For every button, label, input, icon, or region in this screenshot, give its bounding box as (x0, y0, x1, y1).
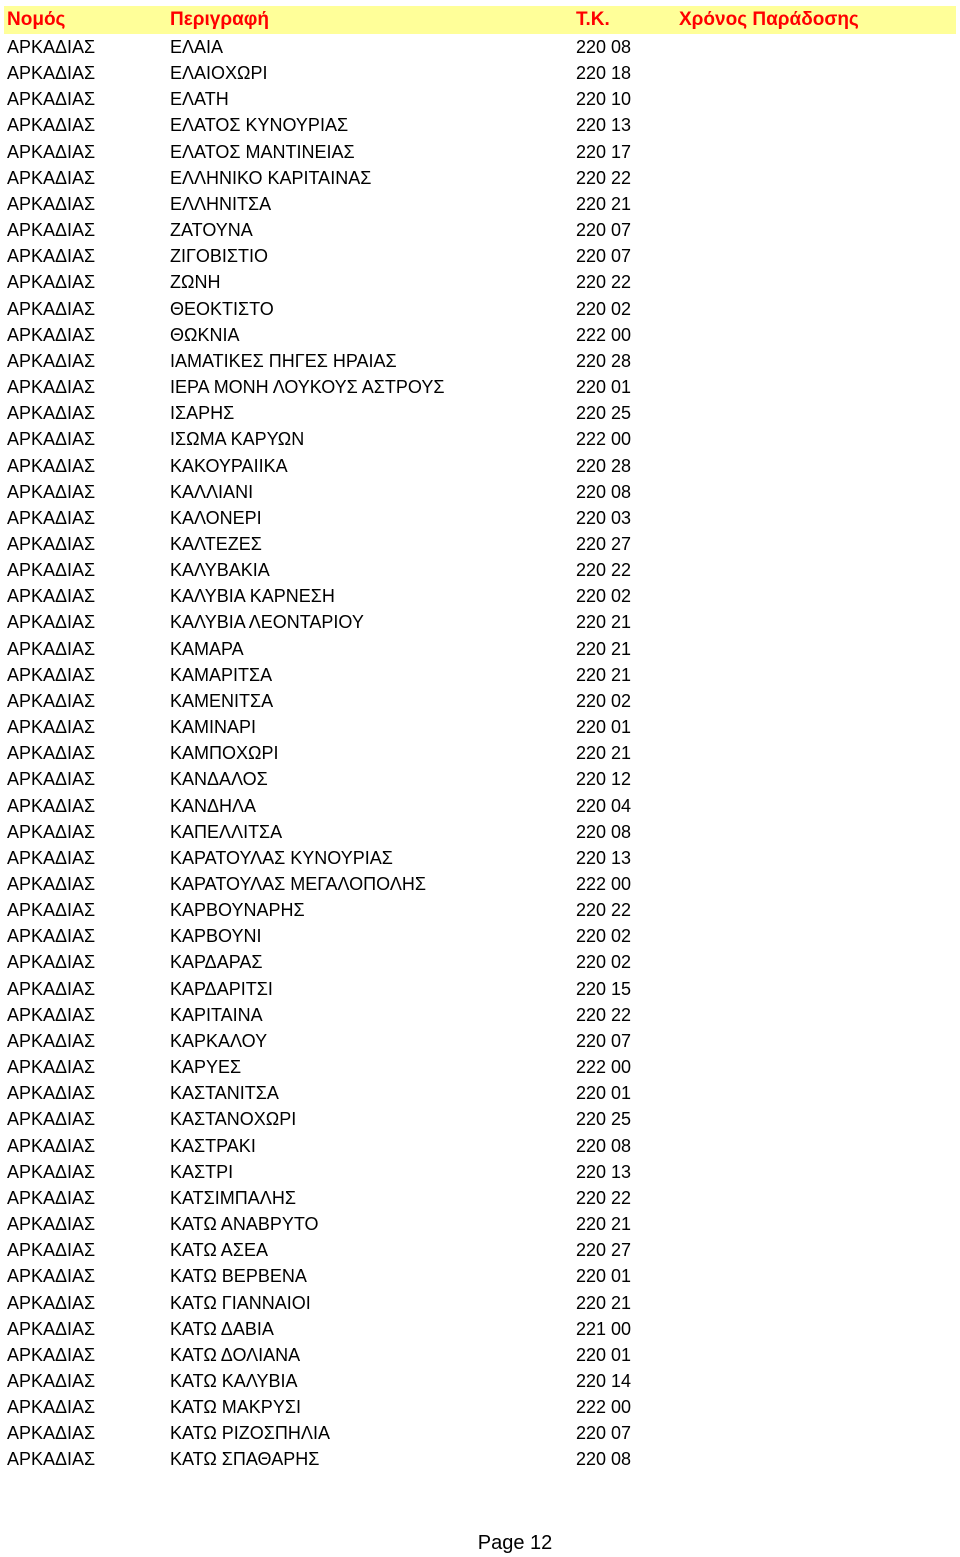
cell-nomos: ΑΡΚΑΔΙΑΣ (7, 167, 96, 188)
table-row (0, 348, 960, 374)
cell-perigrafi: ΕΛΑΤΗ (170, 89, 229, 110)
cell-tk: 220 22 (576, 560, 632, 581)
cell-perigrafi: ΙΑΜΑΤΙΚΕΣ ΠΗΓΕΣ ΗΡΑΙΑΣ (170, 350, 397, 371)
cell-nomos: ΑΡΚΑΔΙΑΣ (7, 220, 96, 241)
cell-perigrafi: ΚΑΤΩ ΑΣΕΑ (170, 1240, 268, 1261)
table-row (0, 139, 960, 165)
cell-nomos: ΑΡΚΑΔΙΑΣ (7, 429, 96, 450)
cell-tk: 221 00 (576, 1318, 632, 1339)
cell-perigrafi: ΚΑΛΤΕΖΕΣ (170, 533, 262, 554)
cell-perigrafi: ΚΑΜΕΝΙΤΣΑ (170, 690, 274, 711)
page-number: Page 12 (477, 1532, 553, 1554)
cell-tk: 220 03 (576, 507, 632, 528)
cell-tk: 220 07 (576, 246, 632, 267)
table-row (0, 1263, 960, 1289)
cell-nomos: ΑΡΚΑΔΙΑΣ (7, 978, 96, 999)
table-row (0, 1342, 960, 1368)
cell-nomos: ΑΡΚΑΔΙΑΣ (7, 1318, 96, 1339)
table-row (0, 1316, 960, 1342)
cell-perigrafi: ΚΑΚΟΥΡΑΙΙΚΑ (170, 455, 288, 476)
table-row (0, 217, 960, 243)
cell-tk: 220 08 (576, 481, 632, 502)
cell-nomos: ΑΡΚΑΔΙΑΣ (7, 1240, 96, 1261)
cell-perigrafi: ΚΑΤΣΙΜΠΑΛΗΣ (170, 1187, 296, 1208)
cell-nomos: ΑΡΚΑΔΙΑΣ (7, 272, 96, 293)
cell-tk: 222 00 (576, 1057, 632, 1078)
cell-tk: 220 21 (576, 1292, 632, 1313)
cell-perigrafi: ΕΛΛΗΝΙΤΣΑ (170, 193, 272, 214)
cell-tk: 220 01 (576, 377, 632, 398)
table-row (0, 400, 960, 426)
cell-nomos: ΑΡΚΑΔΙΑΣ (7, 1266, 96, 1287)
cell-perigrafi: ΚΑΛΥΒΙΑ ΚΑΡΝΕΣΗ (170, 586, 335, 607)
cell-perigrafi: ΚΑΡΑΤΟΥΛΑΣ ΚΥΝΟΥΡΙΑΣ (170, 847, 393, 868)
table-row (0, 191, 960, 217)
cell-nomos: ΑΡΚΑΔΙΑΣ (7, 1030, 96, 1051)
cell-perigrafi: ΚΑΣΤΑΝΙΤΣΑ (170, 1083, 279, 1104)
table-row (0, 1368, 960, 1394)
table-row (0, 243, 960, 269)
cell-perigrafi: ΘΩΚΝΙΑ (170, 324, 240, 345)
table-row (0, 1394, 960, 1420)
table-row (0, 662, 960, 688)
table-row (0, 269, 960, 295)
cell-nomos: ΑΡΚΑΔΙΑΣ (7, 900, 96, 921)
table-row (0, 426, 960, 452)
table-row (0, 86, 960, 112)
cell-tk: 220 22 (576, 1004, 632, 1025)
cell-nomos: ΑΡΚΑΔΙΑΣ (7, 403, 96, 424)
cell-tk: 220 08 (576, 37, 632, 57)
cell-nomos: ΑΡΚΑΔΙΑΣ (7, 1057, 96, 1078)
cell-perigrafi: ΚΑΣΤΡΙ (170, 1161, 234, 1182)
cell-nomos: ΑΡΚΑΔΙΑΣ (7, 63, 96, 84)
table-row (0, 976, 960, 1002)
table-row (0, 1211, 960, 1237)
cell-tk: 220 28 (576, 350, 632, 371)
cell-nomos: ΑΡΚΑΔΙΑΣ (7, 377, 96, 398)
table-row (0, 819, 960, 845)
cell-tk: 220 02 (576, 926, 632, 947)
cell-perigrafi: ΚΑΡΔΑΡΙΤΣΙ (170, 978, 273, 999)
cell-tk: 220 02 (576, 298, 632, 319)
cell-perigrafi: ΚΑΣΤΡΑΚΙ (170, 1135, 256, 1156)
cell-nomos: ΑΡΚΑΔΙΑΣ (7, 1135, 96, 1156)
table-row (0, 897, 960, 923)
cell-nomos: ΑΡΚΑΔΙΑΣ (7, 324, 96, 345)
cell-nomos: ΑΡΚΑΔΙΑΣ (7, 874, 96, 894)
cell-perigrafi: ΚΑΡΒΟΥΝΙ (170, 926, 262, 947)
cell-tk: 220 22 (576, 167, 632, 188)
cell-tk: 220 01 (576, 1266, 632, 1287)
cell-nomos: ΑΡΚΑΔΙΑΣ (7, 115, 96, 136)
table-row (0, 1237, 960, 1263)
cell-tk: 220 08 (576, 1449, 632, 1470)
cell-tk: 220 21 (576, 638, 632, 659)
table-row (0, 60, 960, 86)
table-row (0, 766, 960, 792)
cell-tk: 220 22 (576, 1187, 632, 1208)
table-row (0, 845, 960, 871)
cell-perigrafi: ΚΑΜΑΡΑ (170, 638, 244, 659)
column-header-perigrafi: Περιγραφή (170, 9, 269, 30)
cell-perigrafi: ΚΑΜΠΟΧΩΡΙ (170, 743, 279, 764)
cell-perigrafi: ΚΑΤΩ ΚΑΛΥΒΙΑ (170, 1370, 298, 1391)
table-row (0, 112, 960, 138)
table-row (0, 557, 960, 583)
cell-nomos: ΑΡΚΑΔΙΑΣ (7, 89, 96, 110)
cell-tk: 220 28 (576, 455, 632, 476)
cell-tk: 220 07 (576, 1030, 632, 1051)
cell-tk: 222 00 (576, 1397, 632, 1418)
cell-nomos: ΑΡΚΑΔΙΑΣ (7, 1214, 96, 1235)
cell-tk: 220 21 (576, 612, 632, 633)
cell-nomos: ΑΡΚΑΔΙΑΣ (7, 1370, 96, 1391)
cell-perigrafi: ΚΑΡΥΕΣ (170, 1057, 242, 1078)
cell-tk: 220 17 (576, 141, 632, 162)
cell-tk: 220 04 (576, 795, 632, 816)
cell-nomos: ΑΡΚΑΔΙΑΣ (7, 507, 96, 528)
cell-perigrafi: ΕΛΑΤΟΣ ΜΑΝΤΙΝΕΙΑΣ (170, 141, 355, 162)
cell-nomos: ΑΡΚΑΔΙΑΣ (7, 769, 96, 790)
table-row (0, 322, 960, 348)
table-row (0, 505, 960, 531)
cell-perigrafi: ΚΑΤΩ ΓΙΑΝΝΑΙΟΙ (170, 1292, 311, 1313)
cell-nomos: ΑΡΚΑΔΙΑΣ (7, 481, 96, 502)
cell-tk: 220 10 (576, 89, 632, 110)
cell-tk: 220 25 (576, 1109, 632, 1130)
table-row (0, 688, 960, 714)
cell-tk: 220 02 (576, 690, 632, 711)
table-row (0, 793, 960, 819)
cell-nomos: ΑΡΚΑΔΙΑΣ (7, 638, 96, 659)
cell-nomos: ΑΡΚΑΔΙΑΣ (7, 1423, 96, 1444)
cell-tk: 220 22 (576, 272, 632, 293)
cell-tk: 220 18 (576, 63, 632, 84)
cell-perigrafi: ΚΑΝΔΗΛΑ (170, 795, 257, 816)
cell-nomos: ΑΡΚΑΔΙΑΣ (7, 717, 96, 738)
cell-nomos: ΑΡΚΑΔΙΑΣ (7, 795, 96, 816)
cell-tk: 220 25 (576, 403, 632, 424)
cell-nomos: ΑΡΚΑΔΙΑΣ (7, 141, 96, 162)
cell-perigrafi: ΙΕΡΑ ΜΟΝΗ ΛΟΥΚΟΥΣ ΑΣΤΡΟΥΣ (170, 377, 445, 398)
cell-tk: 220 13 (576, 1161, 632, 1182)
cell-nomos: ΑΡΚΑΔΙΑΣ (7, 1004, 96, 1025)
cell-nomos: ΑΡΚΑΔΙΑΣ (7, 952, 96, 973)
cell-perigrafi: ΚΑΛΥΒΑΚΙΑ (170, 560, 270, 581)
table-row (0, 296, 960, 322)
cell-tk: 222 00 (576, 324, 632, 345)
cell-perigrafi: ΙΣΩΜΑ ΚΑΡΥΩΝ (170, 429, 305, 450)
cell-perigrafi: ΚΑΛΛΙΑΝΙ (170, 481, 254, 502)
cell-nomos: ΑΡΚΑΔΙΑΣ (7, 455, 96, 476)
cell-tk: 220 01 (576, 1083, 632, 1104)
table-row (0, 165, 960, 191)
cell-nomos: ΑΡΚΑΔΙΑΣ (7, 586, 96, 607)
table-row (0, 949, 960, 975)
cell-perigrafi: ΕΛΑΙΟΧΩΡΙ (170, 63, 268, 84)
cell-tk: 220 13 (576, 847, 632, 868)
cell-perigrafi: ΚΑΠΕΛΛΙΤΣΑ (170, 821, 283, 842)
cell-perigrafi: ΚΑΤΩ ΜΑΚΡΥΣΙ (170, 1397, 301, 1418)
table-row (0, 583, 960, 609)
cell-perigrafi: ΚΑΡΚΑΛΟΥ (170, 1030, 268, 1051)
cell-tk: 220 08 (576, 821, 632, 842)
cell-perigrafi: ΚΑΤΩ ΔΟΛΙΑΝΑ (170, 1344, 301, 1365)
cell-tk: 220 27 (576, 533, 632, 554)
cell-tk: 220 13 (576, 115, 632, 136)
table-body (0, 34, 960, 1473)
table-row (0, 1133, 960, 1159)
cell-perigrafi: ΚΑΤΩ ΔΑΒΙΑ (170, 1318, 274, 1339)
column-header-tk: Τ.Κ. (576, 9, 610, 30)
cell-perigrafi: ΚΑΡΒΟΥΝΑΡΗΣ (170, 900, 305, 921)
cell-tk: 220 12 (576, 769, 632, 790)
table-row (0, 1446, 960, 1472)
table-row (0, 1002, 960, 1028)
cell-nomos: ΑΡΚΑΔΙΑΣ (7, 560, 96, 581)
cell-nomos: ΑΡΚΑΔΙΑΣ (7, 1344, 96, 1365)
cell-nomos: ΑΡΚΑΔΙΑΣ (7, 743, 96, 764)
cell-tk: 220 14 (576, 1370, 632, 1391)
table-row (0, 1159, 960, 1185)
cell-nomos: ΑΡΚΑΔΙΑΣ (7, 1449, 96, 1470)
table-row (0, 1185, 960, 1211)
cell-tk: 220 02 (576, 952, 632, 973)
cell-nomos: ΑΡΚΑΔΙΑΣ (7, 847, 96, 868)
cell-nomos: ΑΡΚΑΔΙΑΣ (7, 533, 96, 554)
cell-perigrafi: ΚΑΡΑΤΟΥΛΑΣ ΜΕΓΑΛΟΠΟΛΗΣ (170, 874, 427, 894)
column-header-xronos: Χρόνος Παράδοσης (679, 9, 859, 30)
cell-nomos: ΑΡΚΑΔΙΑΣ (7, 37, 96, 57)
cell-nomos: ΑΡΚΑΔΙΑΣ (7, 664, 96, 685)
cell-perigrafi: ΚΑΜΙΝΑΡΙ (170, 717, 257, 738)
table-row (0, 1028, 960, 1054)
cell-tk: 220 27 (576, 1240, 632, 1261)
cell-tk: 220 21 (576, 193, 632, 214)
cell-perigrafi: ΚΑΛΟΝΕΡΙ (170, 507, 262, 528)
cell-perigrafi: ΖΩΝΗ (170, 272, 221, 293)
cell-nomos: ΑΡΚΑΔΙΑΣ (7, 1109, 96, 1130)
cell-nomos: ΑΡΚΑΔΙΑΣ (7, 246, 96, 267)
cell-tk: 220 02 (576, 586, 632, 607)
table-row (0, 531, 960, 557)
table-row (0, 740, 960, 766)
cell-perigrafi: ΘΕΟΚΤΙΣΤΟ (170, 298, 274, 319)
cell-tk: 220 15 (576, 978, 632, 999)
cell-perigrafi: ΖΑΤΟΥΝΑ (170, 220, 253, 241)
cell-perigrafi: ΚΑΣΤΑΝΟΧΩΡΙ (170, 1109, 297, 1130)
cell-tk: 220 07 (576, 220, 632, 241)
table-row (0, 609, 960, 635)
table-row (0, 34, 960, 60)
table-row (0, 714, 960, 740)
cell-perigrafi: ΙΣΑΡΗΣ (170, 403, 235, 424)
cell-perigrafi: ΚΑΝΔΑΛΟΣ (170, 769, 268, 790)
cell-perigrafi: ΚΑΛΥΒΙΑ ΛΕΟΝΤΑΡΙΟΥ (170, 612, 364, 633)
table-row (0, 479, 960, 505)
cell-nomos: ΑΡΚΑΔΙΑΣ (7, 926, 96, 947)
cell-perigrafi: ΚΑΤΩ ΣΠΑΘΑΡΗΣ (170, 1449, 320, 1470)
cell-perigrafi: ΚΑΡΔΑΡΑΣ (170, 952, 263, 973)
cell-perigrafi: ΚΑΡΙΤΑΙΝΑ (170, 1004, 263, 1025)
column-header-nomos: Νομός (7, 9, 66, 30)
table-row (0, 1106, 960, 1132)
cell-tk: 220 21 (576, 664, 632, 685)
cell-nomos: ΑΡΚΑΔΙΑΣ (7, 1397, 96, 1418)
table-row (0, 923, 960, 949)
cell-tk: 220 08 (576, 1135, 632, 1156)
cell-tk: 220 01 (576, 1344, 632, 1365)
table-row (0, 1290, 960, 1316)
table-row (0, 1080, 960, 1106)
table-row (0, 374, 960, 400)
cell-perigrafi: ΚΑΤΩ ΡΙΖΟΣΠΗΛΙΑ (170, 1423, 330, 1444)
cell-tk: 220 01 (576, 717, 632, 738)
cell-perigrafi: ΚΑΤΩ ΒΕΡΒΕΝΑ (170, 1266, 307, 1287)
table-row (0, 636, 960, 662)
cell-nomos: ΑΡΚΑΔΙΑΣ (7, 821, 96, 842)
cell-perigrafi: ΚΑΤΩ ΑΝΑΒΡΥΤΟ (170, 1214, 319, 1235)
cell-perigrafi: ΚΑΜΑΡΙΤΣΑ (170, 664, 273, 685)
cell-nomos: ΑΡΚΑΔΙΑΣ (7, 298, 96, 319)
cell-nomos: ΑΡΚΑΔΙΑΣ (7, 1292, 96, 1313)
cell-nomos: ΑΡΚΑΔΙΑΣ (7, 193, 96, 214)
cell-nomos: ΑΡΚΑΔΙΑΣ (7, 350, 96, 371)
cell-tk: 222 00 (576, 429, 632, 450)
cell-tk: 220 07 (576, 1423, 632, 1444)
cell-perigrafi: ΕΛΛΗΝΙΚΟ ΚΑΡΙΤΑΙΝΑΣ (170, 167, 372, 188)
cell-nomos: ΑΡΚΑΔΙΑΣ (7, 690, 96, 711)
cell-nomos: ΑΡΚΑΔΙΑΣ (7, 612, 96, 633)
cell-perigrafi: ΖΙΓΟΒΙΣΤΙΟ (170, 246, 269, 267)
table-row (0, 453, 960, 479)
table-row (0, 1420, 960, 1446)
cell-perigrafi: ΕΛΑΙΑ (170, 37, 224, 57)
cell-nomos: ΑΡΚΑΔΙΑΣ (7, 1187, 96, 1208)
table-row (0, 871, 960, 897)
cell-tk: 220 22 (576, 900, 632, 921)
cell-nomos: ΑΡΚΑΔΙΑΣ (7, 1161, 96, 1182)
cell-tk: 222 00 (576, 874, 632, 894)
table-row (0, 1054, 960, 1080)
cell-tk: 220 21 (576, 743, 632, 764)
cell-nomos: ΑΡΚΑΔΙΑΣ (7, 1083, 96, 1104)
cell-perigrafi: ΕΛΑΤΟΣ ΚΥΝΟΥΡΙΑΣ (170, 115, 349, 136)
cell-tk: 220 21 (576, 1214, 632, 1235)
